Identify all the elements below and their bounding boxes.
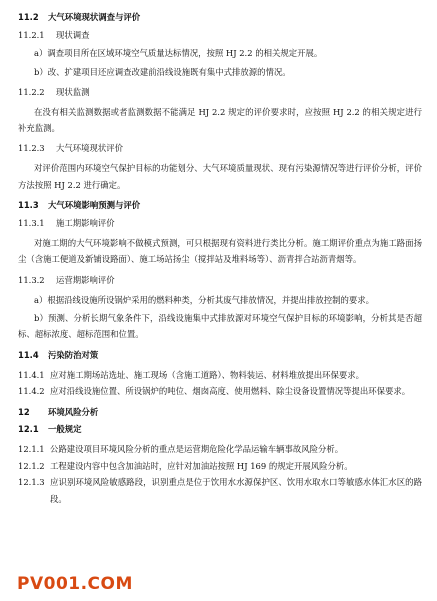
heading-title: 现状监测 [56,86,90,97]
heading-11-3-2 [18,275,422,286]
paragraph: 在没有相关监测数据或者监测数据不能满足 HJ 2.2 规定的评价要求时，应按照 HJ 2.2 的相关规定进行补充监测。 [18,106,422,134]
clause-number: 11.4.1 [18,369,45,380]
clause-text: 应对沿线设施位置、所设锅炉的吨位、烟囱高度、使用燃料、除尘设备设置情况等提出环保要求。 [50,386,411,397]
heading-number: 11.3.1 [18,218,45,229]
clause-text: 应对施工期场站选址、施工现场（含施工道路）、物料装运、材料堆放提出环保要求。 [50,369,365,380]
heading-title: 运营期影响评价 [56,274,115,285]
heading-11-2-1 [18,30,422,41]
heading-number: 11.4 [18,349,39,360]
clause-text: 工程建设内容中包含加油站时，应针对加油站按照 HJ 169 的规定开展风险分析。 [50,460,353,471]
heading-number: 11.2.1 [18,29,45,40]
clause-11-4-2 [18,383,422,399]
clause-text: 应识别环境风险敏感路段，识别重点是位于饮用水水源保护区、饮用水取水口等敏感水体汇水区的路段。 [50,477,422,504]
heading-number: 11.2 [18,12,39,22]
heading-number: 11.3 [18,200,39,211]
heading-number: 11.2.3 [18,143,45,154]
heading-title: 大气环境现状评价 [56,143,123,154]
heading-title: 现状调查 [56,29,90,40]
clause-12-1-3 [18,474,422,507]
heading-title: 一般规定 [48,424,82,435]
heading-11-3-1 [18,218,422,229]
heading-title: 大气环境影响预测与评价 [48,200,141,211]
heading-11-2-3 [18,143,422,154]
heading-number: 11.3.2 [18,274,45,285]
heading-11-4 [18,350,422,361]
paragraph: 对施工期的大气环境影响不做模式预测，可只根据现有资料进行类比分析。施工期评价重点为施工路面扬尘（含施工便道及新铺设路面）、施工场站扬尘（搅拌站及堆料场等）、沥青拌合站沥青烟等。 [18,237,422,265]
heading-12-1 [18,424,422,435]
heading-12 [18,407,422,418]
heading-number: 11.2.2 [18,86,45,97]
heading-11-2 [18,12,422,23]
heading-title: 污染防治对策 [48,349,99,360]
clause-number: 12.1.3 [18,477,45,488]
document-page [18,8,422,507]
list-item: b）改、扩建项目还应调查改建前沿线设施既有集中式排放源的情况。 [34,67,291,78]
heading-number: 12.1 [18,424,39,435]
clause-text: 公路建设项目环境风险分析的重点是运营期危险化学品运输车辆事故风险分析。 [50,444,344,455]
heading-title: 环境风险分析 [48,406,99,417]
heading-title: 大气环境现状调查与评价 [48,12,141,22]
list-item: a）调查项目所在区域环境空气质量达标情况，按照 HJ 2.2 的相关规定开展。 [34,47,323,58]
clause-11-4-1 [18,367,422,383]
paragraph: 对评价范围内环境空气保护目标的功能划分、大气环境质量现状、现有污染源情况等进行评价分析，评价方法按照 HJ 2.2 进行确定。 [18,163,422,190]
clause-number: 12.1.1 [18,444,45,455]
heading-title: 施工期影响评价 [56,218,115,229]
site-watermark: PV001.COM [14,573,136,595]
clause-12-1-1 [18,441,422,457]
list-item: b）预测、分析长期气象条件下，沿线设施集中式排放源对环境空气保护目标的环境影响，分析其是否超标、超标浓度、超标范围和位置。 [18,313,422,340]
clause-number: 11.4.2 [18,386,45,397]
heading-11-2-2 [18,87,422,98]
clause-number: 12.1.2 [18,460,45,471]
heading-11-3 [18,200,422,211]
clause-12-1-2 [18,458,422,474]
heading-number: 12 [18,406,30,417]
list-item: a）根据沿线设施所设锅炉采用的燃料种类，分析其废气排放情况，并提出排放控制的要求。 [34,294,374,305]
